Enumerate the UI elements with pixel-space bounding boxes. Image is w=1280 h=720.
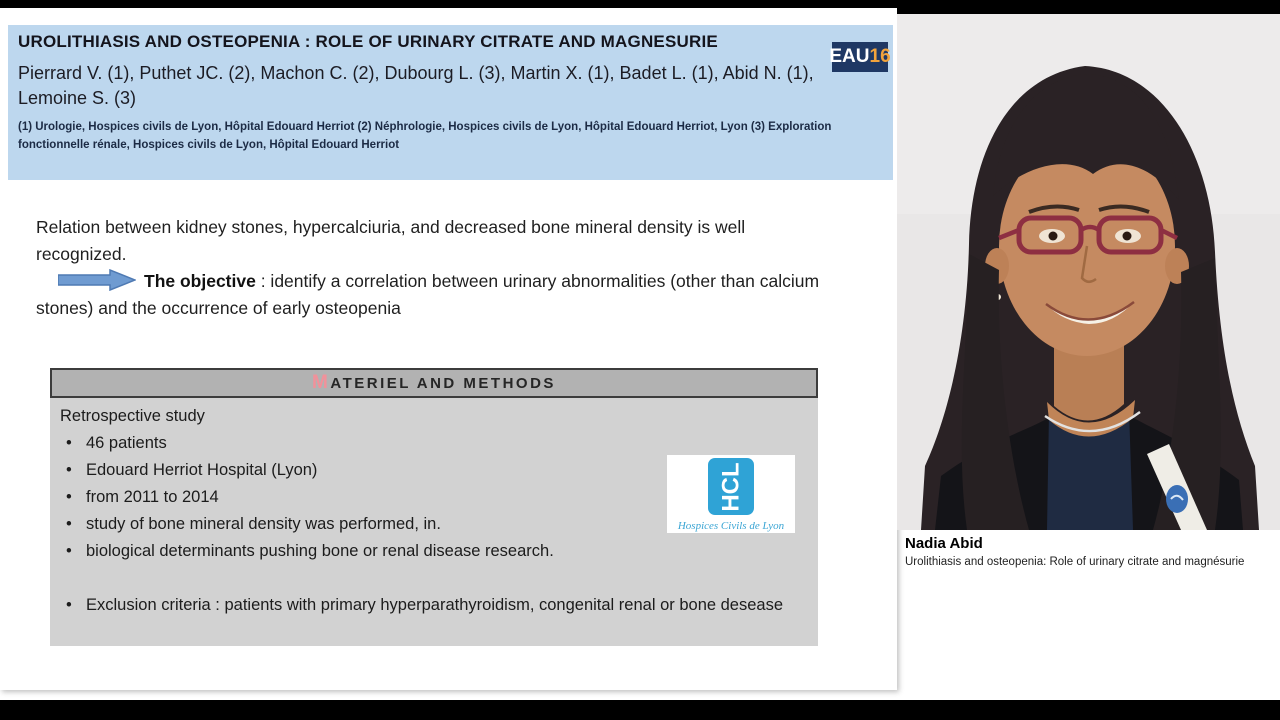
materiel-methods-section bbox=[50, 368, 818, 646]
slide-authors: Pierrard V. (1), Puthet JC. (2), Machon C. (2), Dubourg L. (3), Martin X. (1), Badet L. (1), Abid N. (1), Lemoine S. (3) bbox=[18, 63, 814, 109]
right-arrow-icon bbox=[58, 269, 136, 291]
methods-bullet: • 46 patients bbox=[60, 430, 804, 457]
heading-initial-letter: M bbox=[312, 372, 331, 393]
materiel-methods-heading bbox=[50, 368, 818, 398]
eau-logo-year: 16 bbox=[869, 46, 891, 67]
slide-affiliations: (1) Urologie, Hospices civils de Lyon, Hôpital Edouard Herriot (2) Néphrologie, Hospices civils de Lyon, Hôpital Edouard Herriot, Lyon (3) Exploration fonctionnelle rénale, Hospices civils de Lyon, Hôpital Edouard Herriot bbox=[18, 121, 832, 152]
methods-lead: Retrospective study bbox=[60, 407, 205, 425]
slide-header bbox=[8, 25, 893, 180]
eau-logo-text: EAU bbox=[829, 46, 870, 67]
methods-bullet: • Edouard Herriot Hospital (Lyon) bbox=[60, 457, 804, 484]
speaker-caption bbox=[905, 535, 1275, 568]
methods-exclusion-bullet: • Exclusion criteria : patients with primary hyperparathyroidism, congenital renal or bone desease bbox=[60, 592, 802, 619]
speaker-name: Nadia Abid bbox=[905, 535, 983, 552]
heading-rest: ATERIEL AND METHODS bbox=[330, 374, 556, 392]
materiel-methods-body bbox=[50, 398, 818, 646]
presentation-slide bbox=[0, 8, 897, 690]
objective-text: : identify a correlation between urinary abnormalities (other than calcium stones) and the occurrence of early osteopenia bbox=[36, 271, 820, 318]
speaker-photo bbox=[897, 14, 1280, 530]
hcl-logo-caption: Hospices Civils de Lyon bbox=[677, 520, 785, 532]
speaker-talk-title: Urolithiasis and osteopenia: Role of urinary citrate and magnésurie bbox=[905, 556, 1245, 568]
slide-title: UROLITHIASIS AND OSTEOPENIA : ROLE OF URINARY CITRATE AND MAGNESURIE bbox=[18, 32, 718, 51]
slide-intro-block bbox=[36, 214, 836, 322]
content-stage bbox=[0, 14, 1280, 700]
objective-label: The objective bbox=[144, 271, 256, 291]
speaker-portrait-illustration bbox=[897, 14, 1280, 530]
methods-bullet: • from 2011 to 2014 bbox=[60, 484, 804, 511]
intro-paragraph: Relation between kidney stones, hypercalciuria, and decreased bone mineral density is well recognized. bbox=[36, 217, 746, 264]
methods-bullet: • study of bone mineral density was performed, in. bbox=[60, 511, 804, 538]
hcl-monogram: HCL bbox=[717, 462, 745, 512]
hcl-logo bbox=[667, 455, 795, 533]
objective-paragraph bbox=[36, 268, 836, 322]
hcl-logo-mark bbox=[708, 458, 754, 515]
methods-bullet: • biological determinants pushing bone or renal disease research. bbox=[60, 538, 804, 565]
eau16-logo bbox=[829, 42, 891, 72]
